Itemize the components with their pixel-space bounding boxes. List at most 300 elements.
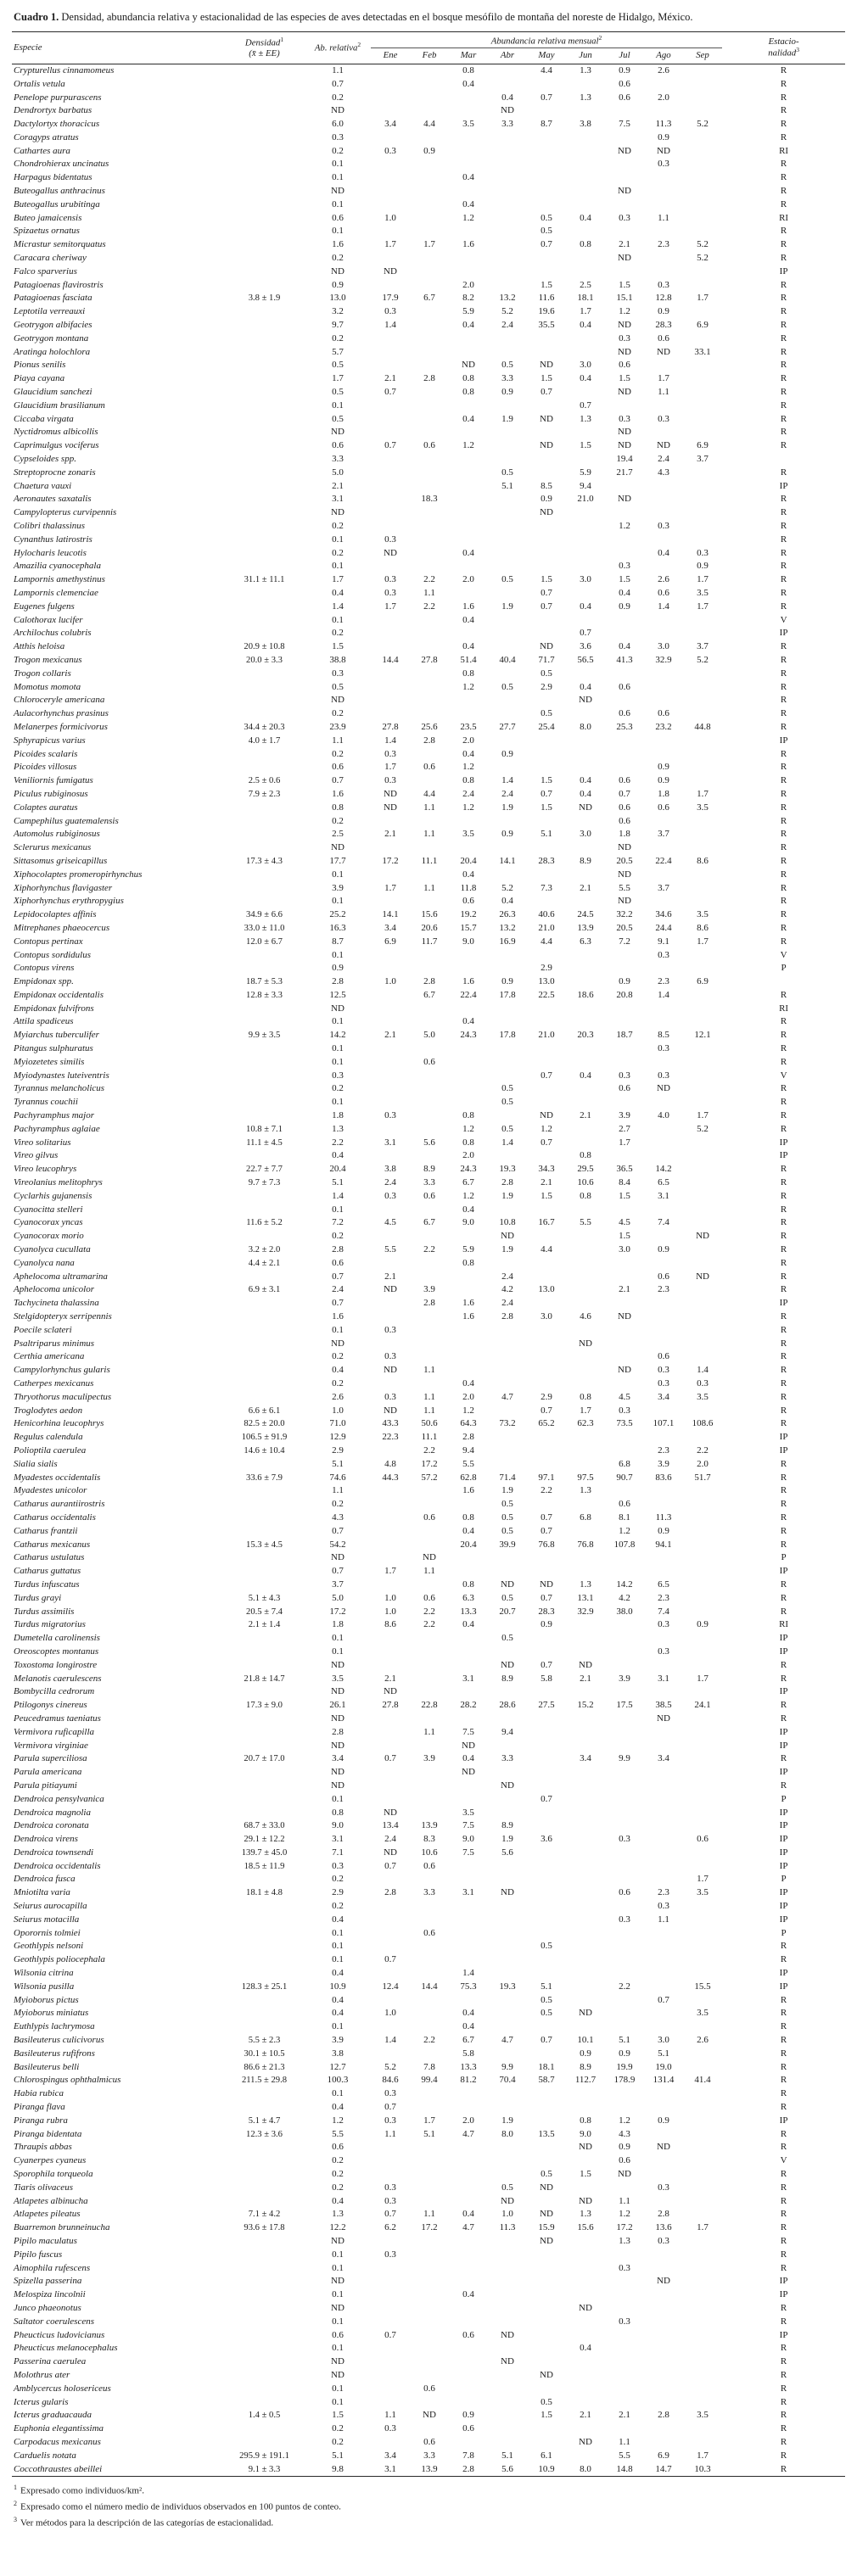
month-jun-value — [566, 1819, 605, 1833]
month-feb-value — [410, 64, 449, 77]
density-value — [224, 1458, 305, 1472]
month-ene-value: 1.0 — [384, 2008, 396, 2019]
month-abr-value: 5.2 — [501, 306, 513, 317]
seasonality-value: R — [780, 427, 787, 438]
month-feb-value — [410, 681, 449, 695]
month-sep-value: 6.9 — [697, 320, 709, 331]
month-mar-value: 0.4 — [462, 2209, 474, 2220]
seasonality-value: IP — [779, 1686, 788, 1697]
month-may-value — [527, 1766, 566, 1780]
relative-abundance-value: ND — [331, 1780, 344, 1791]
month-jul-value — [605, 1149, 644, 1163]
seasonality-value: R — [780, 936, 787, 947]
month-sep-value — [683, 1579, 722, 1592]
relative-abundance-value: 0.1 — [332, 159, 344, 170]
month-sep-value — [683, 1967, 722, 1981]
relative-abundance-value: 74.6 — [329, 1472, 346, 1483]
table-row — [12, 346, 845, 360]
table-row — [12, 212, 845, 226]
month-jun-value: ND — [579, 2302, 592, 2313]
species-name: Icterus gularis — [14, 2396, 69, 2407]
relative-abundance-value: 0.1 — [332, 1633, 344, 1644]
month-sep-value — [683, 158, 722, 171]
species-name: Coragyps atratus — [14, 131, 79, 142]
footnotes — [14, 2483, 845, 2530]
seasonality-value: R — [780, 788, 787, 799]
month-jun-value: 18.6 — [577, 989, 594, 1000]
table-row — [12, 735, 845, 748]
relative-abundance-value: 1.3 — [332, 1123, 344, 1134]
month-jul-value: 3.9 — [619, 1673, 630, 1684]
month-abr-value — [488, 1994, 527, 2008]
month-feb-value: 0.6 — [423, 1190, 435, 1201]
month-ago-value: 131.4 — [653, 2075, 675, 2086]
month-ene-value: 1.0 — [384, 1592, 396, 1603]
month-ene-value — [371, 1525, 410, 1539]
relative-abundance-value: ND — [331, 1767, 344, 1778]
seasonality-value: IP — [779, 1847, 788, 1858]
density-value — [224, 1646, 305, 1659]
species-name: Turdus grayi — [14, 1592, 62, 1603]
relative-abundance-value: 5.7 — [332, 346, 344, 357]
month-sep-value — [683, 2087, 722, 2101]
month-ago-value: 2.3 — [658, 1592, 669, 1603]
month-ago-value: 5.1 — [658, 2048, 669, 2059]
month-ene-value: 0.3 — [384, 306, 396, 317]
seasonality-value: R — [780, 2356, 787, 2367]
month-jun-value — [566, 1726, 605, 1740]
relative-abundance-value: 13.0 — [329, 293, 346, 304]
density-value — [224, 1350, 305, 1364]
table-row — [12, 761, 845, 774]
month-may-value — [527, 694, 566, 707]
month-mar-value: 0.4 — [462, 869, 474, 880]
month-ago-value — [644, 1819, 683, 1833]
seasonality-value: R — [780, 1338, 787, 1349]
table-row — [12, 1230, 845, 1243]
month-ene-value: 2.8 — [384, 1887, 396, 1898]
table-row — [12, 359, 845, 372]
month-sep-value — [683, 1297, 722, 1310]
seasonality-value: R — [780, 1030, 787, 1041]
relative-abundance-value: 0.2 — [332, 2423, 344, 2434]
month-feb-value — [410, 1271, 449, 1284]
month-jul-value — [605, 1096, 644, 1109]
month-ago-value — [644, 1860, 683, 1874]
month-sep-value — [683, 869, 722, 882]
table-row — [12, 386, 845, 400]
month-ago-value: ND — [657, 346, 670, 357]
month-ago-value: 28.3 — [655, 320, 672, 331]
month-sep-value — [683, 2369, 722, 2383]
month-feb-value: 25.6 — [421, 721, 438, 732]
month-feb-value: 8.3 — [423, 1834, 435, 1845]
density-value: 11.1 ± 4.5 — [246, 1137, 283, 1148]
month-jun-value — [566, 1444, 605, 1458]
month-may-value: 3.6 — [541, 1834, 552, 1845]
month-jul-value: ND — [618, 186, 631, 197]
relative-abundance-value: 2.2 — [332, 1137, 344, 1148]
seasonality-value: RI — [779, 145, 789, 156]
seasonality-value: R — [780, 534, 787, 545]
month-may-value: 2.9 — [541, 681, 552, 692]
month-ene-value — [371, 1297, 410, 1310]
relative-abundance-value: 1.3 — [332, 2209, 344, 2220]
month-ene-value — [371, 1204, 410, 1217]
month-may-value — [527, 1431, 566, 1444]
seasonality-value: R — [780, 896, 787, 907]
month-abr-value — [488, 668, 527, 681]
table-row — [12, 1405, 845, 1418]
month-jun-value: 0.8 — [580, 1150, 591, 1161]
month-jun-value: 112.7 — [574, 2075, 597, 2086]
relative-abundance-value: 0.1 — [332, 2088, 344, 2099]
seasonality-value: R — [780, 922, 787, 933]
density-value — [224, 1900, 305, 1914]
month-ene-value — [371, 467, 410, 480]
relative-abundance-value: 0.5 — [332, 387, 344, 398]
relative-abundance-value: 0.2 — [332, 1874, 344, 1885]
month-feb-value — [410, 332, 449, 346]
month-may-value: 2.1 — [541, 1177, 552, 1188]
month-mar-value: 2.0 — [462, 1150, 474, 1161]
relative-abundance-value: 0.1 — [332, 614, 344, 625]
month-sep-value — [683, 614, 722, 628]
month-abr-value: 26.3 — [499, 909, 516, 920]
species-name: Coccothraustes abeillei — [14, 2463, 103, 2474]
month-ene-value: 0.3 — [384, 1324, 396, 1335]
month-sep-value — [683, 1927, 722, 1941]
seasonality-value: R — [780, 2128, 787, 2139]
month-ago-value — [644, 2195, 683, 2209]
month-feb-value — [410, 2329, 449, 2343]
seasonality-value: RI — [779, 1003, 789, 1014]
month-mar-value — [449, 1364, 488, 1377]
species-name: Trogon collaris — [14, 668, 71, 679]
density-value — [224, 707, 305, 721]
month-may-value — [527, 265, 566, 279]
month-jul-value — [605, 1807, 644, 1820]
relative-abundance-value: 0.6 — [332, 440, 344, 451]
density-value: 4.4 ± 2.1 — [248, 1258, 281, 1268]
month-feb-value: 0.9 — [423, 145, 435, 156]
month-mar-value — [449, 1780, 488, 1793]
month-sep-value — [683, 668, 722, 681]
species-name: Basileuterus rufifrons — [14, 2048, 95, 2059]
month-ene-value — [371, 520, 410, 534]
month-may-value — [527, 2302, 566, 2316]
species-name: Spizella passerina — [14, 2276, 82, 2287]
table-row — [12, 1914, 845, 1927]
species-table-body — [12, 64, 845, 2476]
month-abr-value — [488, 640, 527, 654]
month-may-value: 28.3 — [538, 855, 555, 866]
seasonality-value: V — [780, 2155, 787, 2166]
relative-abundance-value: 10.9 — [329, 1981, 346, 1992]
month-ene-value — [371, 279, 410, 293]
density-value — [224, 1726, 305, 1740]
month-ago-value — [644, 1766, 683, 1780]
month-ene-value — [371, 2355, 410, 2369]
species-name: Aratinga holochlora — [14, 346, 91, 357]
month-sep-value — [683, 1310, 722, 1324]
seasonality-value: IP — [779, 1914, 788, 1925]
month-abr-value — [488, 2007, 527, 2020]
month-jul-value — [605, 694, 644, 707]
month-feb-value — [410, 668, 449, 681]
table-row — [12, 1283, 845, 1297]
month-mar-value: 1.2 — [462, 802, 474, 813]
month-jun-value: 1.7 — [580, 306, 591, 317]
seasonality-value: IP — [779, 1432, 788, 1443]
month-mar-value: 0.6 — [462, 2329, 474, 2340]
month-mar-value: 9.0 — [462, 1834, 474, 1845]
density-value: 5.1 ± 4.7 — [248, 2115, 281, 2126]
month-may-value — [527, 761, 566, 774]
month-abr-value — [488, 1618, 527, 1632]
seasonality-value: IP — [779, 1807, 788, 1818]
month-jul-value: 20.8 — [616, 989, 633, 1000]
month-jul-value — [605, 2020, 644, 2034]
month-abr-value — [488, 1940, 527, 1953]
table-row — [12, 305, 845, 319]
seasonality-value: R — [780, 1324, 787, 1335]
month-jul-value: 38.0 — [616, 1606, 633, 1617]
month-jul-value — [605, 1551, 644, 1565]
month-mar-value — [449, 1082, 488, 1096]
month-mar-value — [449, 1271, 488, 1284]
month-jun-value: 18.1 — [577, 293, 594, 304]
month-abr-value — [488, 587, 527, 601]
month-feb-value — [410, 547, 449, 561]
month-ene-value: 1.7 — [384, 239, 396, 250]
seasonality-value: R — [780, 1378, 787, 1389]
month-may-value — [527, 1271, 566, 1284]
month-jun-value: 0.8 — [580, 2115, 591, 2126]
month-mar-value — [449, 962, 488, 975]
month-sep-value — [683, 1149, 722, 1163]
table-row — [12, 1082, 845, 1096]
seasonality-value: R — [780, 1700, 787, 1711]
col-header-density — [224, 31, 305, 64]
species-name: Cathartes aura — [14, 145, 70, 156]
seasonality-value: R — [780, 2423, 787, 2434]
month-jul-value: 20.5 — [616, 922, 633, 933]
month-jun-value: 1.3 — [580, 1579, 591, 1590]
month-jun-value — [566, 1740, 605, 1753]
month-ene-value: 0.3 — [384, 574, 396, 585]
species-name: Trogon mexicanus — [14, 654, 82, 665]
month-jun-value: 5.9 — [580, 467, 591, 478]
seasonality-value: R — [780, 494, 787, 505]
month-jul-value: 0.6 — [619, 681, 630, 692]
relative-abundance-value: 0.6 — [332, 2142, 344, 2153]
month-ago-value — [644, 1257, 683, 1271]
relative-abundance-value: 16.3 — [329, 922, 346, 933]
month-may-value — [527, 1364, 566, 1377]
species-name: Calothorax lucifer — [14, 614, 83, 625]
month-abr-value — [488, 238, 527, 252]
species-name: Buteo jamaicensis — [14, 212, 82, 223]
species-name: Geothlypis nelsoni — [14, 1941, 84, 1952]
month-abr-value — [488, 506, 527, 520]
month-jul-value: 7.5 — [619, 119, 630, 130]
relative-abundance-value: 0.2 — [332, 2182, 344, 2193]
month-jun-value — [566, 346, 605, 360]
table-row — [12, 493, 845, 506]
month-ene-value — [371, 707, 410, 721]
month-jul-value: ND — [618, 1311, 631, 1322]
seasonality-value: IP — [779, 480, 788, 491]
seasonality-value: R — [780, 105, 787, 116]
month-may-value: 0.5 — [541, 1941, 552, 1952]
table-row — [12, 1927, 845, 1941]
month-jun-value: 3.8 — [580, 119, 591, 130]
month-sep-value: 3.5 — [697, 1887, 709, 1898]
month-ene-value: ND — [384, 1405, 397, 1416]
month-mar-value — [449, 815, 488, 829]
month-feb-value — [410, 815, 449, 829]
relative-abundance-value: 0.4 — [332, 1150, 344, 1161]
month-jul-value: 2.7 — [619, 1123, 630, 1134]
month-mar-value: 1.6 — [462, 1485, 474, 1496]
month-abr-value: 1.4 — [501, 775, 513, 786]
month-sep-value: 1.7 — [697, 293, 709, 304]
month-mar-value — [449, 158, 488, 171]
table-row — [12, 2463, 845, 2477]
seasonality-value: R — [780, 2410, 787, 2421]
month-feb-value — [410, 185, 449, 198]
month-mar-value: 8.2 — [462, 293, 474, 304]
month-ene-value: 3.4 — [384, 2450, 396, 2461]
month-ago-value — [644, 614, 683, 628]
density-value: 33.0 ± 11.0 — [244, 923, 285, 933]
month-jul-value: 0.6 — [619, 802, 630, 813]
month-ene-value: 6.2 — [384, 2222, 396, 2233]
relative-abundance-value: 0.1 — [332, 1927, 344, 1938]
col-header-seasonality — [722, 31, 845, 64]
month-jun-value: 3.0 — [580, 574, 591, 585]
month-ene-value — [371, 1726, 410, 1740]
month-sep-value — [683, 681, 722, 695]
relative-abundance-value: 0.2 — [332, 2155, 344, 2166]
density-value — [224, 118, 305, 131]
month-abr-value: 9.9 — [501, 2061, 513, 2072]
table-row — [12, 1377, 845, 1391]
table-row — [12, 2316, 845, 2329]
month-mar-value: 0.8 — [462, 1257, 474, 1268]
month-abr-value: 5.2 — [501, 882, 513, 893]
table-row — [12, 1994, 845, 2008]
month-may-value — [527, 1886, 566, 1900]
month-jun-value — [566, 2087, 605, 2101]
seasonality-value: R — [780, 1539, 787, 1550]
month-ago-value: 2.3 — [658, 1444, 669, 1456]
month-mar-value — [449, 1042, 488, 1056]
species-name: Campylopterus curvipennis — [14, 507, 117, 518]
table-row — [12, 815, 845, 829]
table-row — [12, 520, 845, 534]
month-feb-value: 2.2 — [423, 601, 435, 612]
month-jul-value — [605, 480, 644, 494]
month-feb-value — [410, 707, 449, 721]
month-jun-value: ND — [579, 1338, 592, 1349]
month-ene-value: 1.0 — [384, 976, 396, 987]
month-jun-value — [566, 1967, 605, 1981]
month-sep-value — [683, 1807, 722, 1820]
species-name: Certhia americana — [14, 1351, 85, 1362]
table-row — [12, 1632, 845, 1646]
month-sep-value: 1.7 — [697, 1110, 709, 1121]
month-jun-value — [566, 1003, 605, 1016]
month-mar-value: 0.4 — [462, 320, 474, 331]
seasonality-value: P — [781, 1927, 787, 1938]
month-ene-value — [371, 2288, 410, 2302]
month-sep-value: 6.9 — [697, 440, 709, 451]
species-name: Cyanerpes cyaneus — [14, 2155, 87, 2166]
species-name: Catharus aurantiirostris — [14, 1499, 105, 1510]
relative-abundance-value: 4.3 — [332, 1512, 344, 1523]
month-feb-value — [410, 1967, 449, 1981]
species-name: Toxostoma longirostre — [14, 1659, 98, 1670]
month-abr-value — [488, 212, 527, 226]
seasonality-value: R — [780, 119, 787, 130]
month-jul-value — [605, 2342, 644, 2355]
month-jul-value — [605, 2087, 644, 2101]
month-feb-value: 6.7 — [423, 293, 435, 304]
relative-abundance-value: 0.2 — [332, 628, 344, 639]
density-value — [224, 2007, 305, 2020]
month-may-value: 25.4 — [538, 721, 555, 732]
seasonality-value: R — [780, 1391, 787, 1402]
month-jul-value — [605, 2355, 644, 2369]
density-value: 6.9 ± 3.1 — [248, 1285, 281, 1295]
month-ene-value — [371, 78, 410, 92]
month-ene-value — [371, 1444, 410, 1458]
density-value — [224, 2288, 305, 2302]
month-sep-value — [683, 1082, 722, 1096]
density-value — [224, 560, 305, 573]
month-mar-value: 0.4 — [462, 1525, 474, 1536]
month-sep-value — [683, 1726, 722, 1740]
month-may-value — [527, 1149, 566, 1163]
month-jul-value — [605, 1484, 644, 1498]
month-ago-value: 0.9 — [658, 306, 669, 317]
species-name: Dendrortyx barbatus — [14, 105, 92, 116]
month-jun-value — [566, 748, 605, 762]
month-sep-value — [683, 2422, 722, 2436]
month-mar-value: 0.4 — [462, 2021, 474, 2032]
month-ago-value — [644, 627, 683, 640]
relative-abundance-value: 0.3 — [332, 1860, 344, 1871]
species-name: Patagioenas flavirostris — [14, 279, 104, 290]
month-ago-value — [644, 1015, 683, 1029]
seasonality-value: R — [780, 2249, 787, 2260]
month-jul-value: 1.2 — [619, 521, 630, 531]
month-jul-value: 6.8 — [619, 1458, 630, 1469]
seasonality-value: R — [780, 2450, 787, 2461]
table-row — [12, 1123, 845, 1137]
species-name: Myiodynastes luteiventris — [14, 1070, 109, 1081]
month-ago-value — [644, 2288, 683, 2302]
month-ene-value: 0.7 — [384, 2209, 396, 2220]
month-sep-value — [683, 2182, 722, 2195]
month-jul-value: 14.2 — [616, 1579, 633, 1590]
density-value — [224, 279, 305, 293]
month-mar-value: 7.5 — [462, 1847, 474, 1858]
density-value — [224, 400, 305, 413]
col-header-month-ene: Ene — [383, 49, 398, 60]
